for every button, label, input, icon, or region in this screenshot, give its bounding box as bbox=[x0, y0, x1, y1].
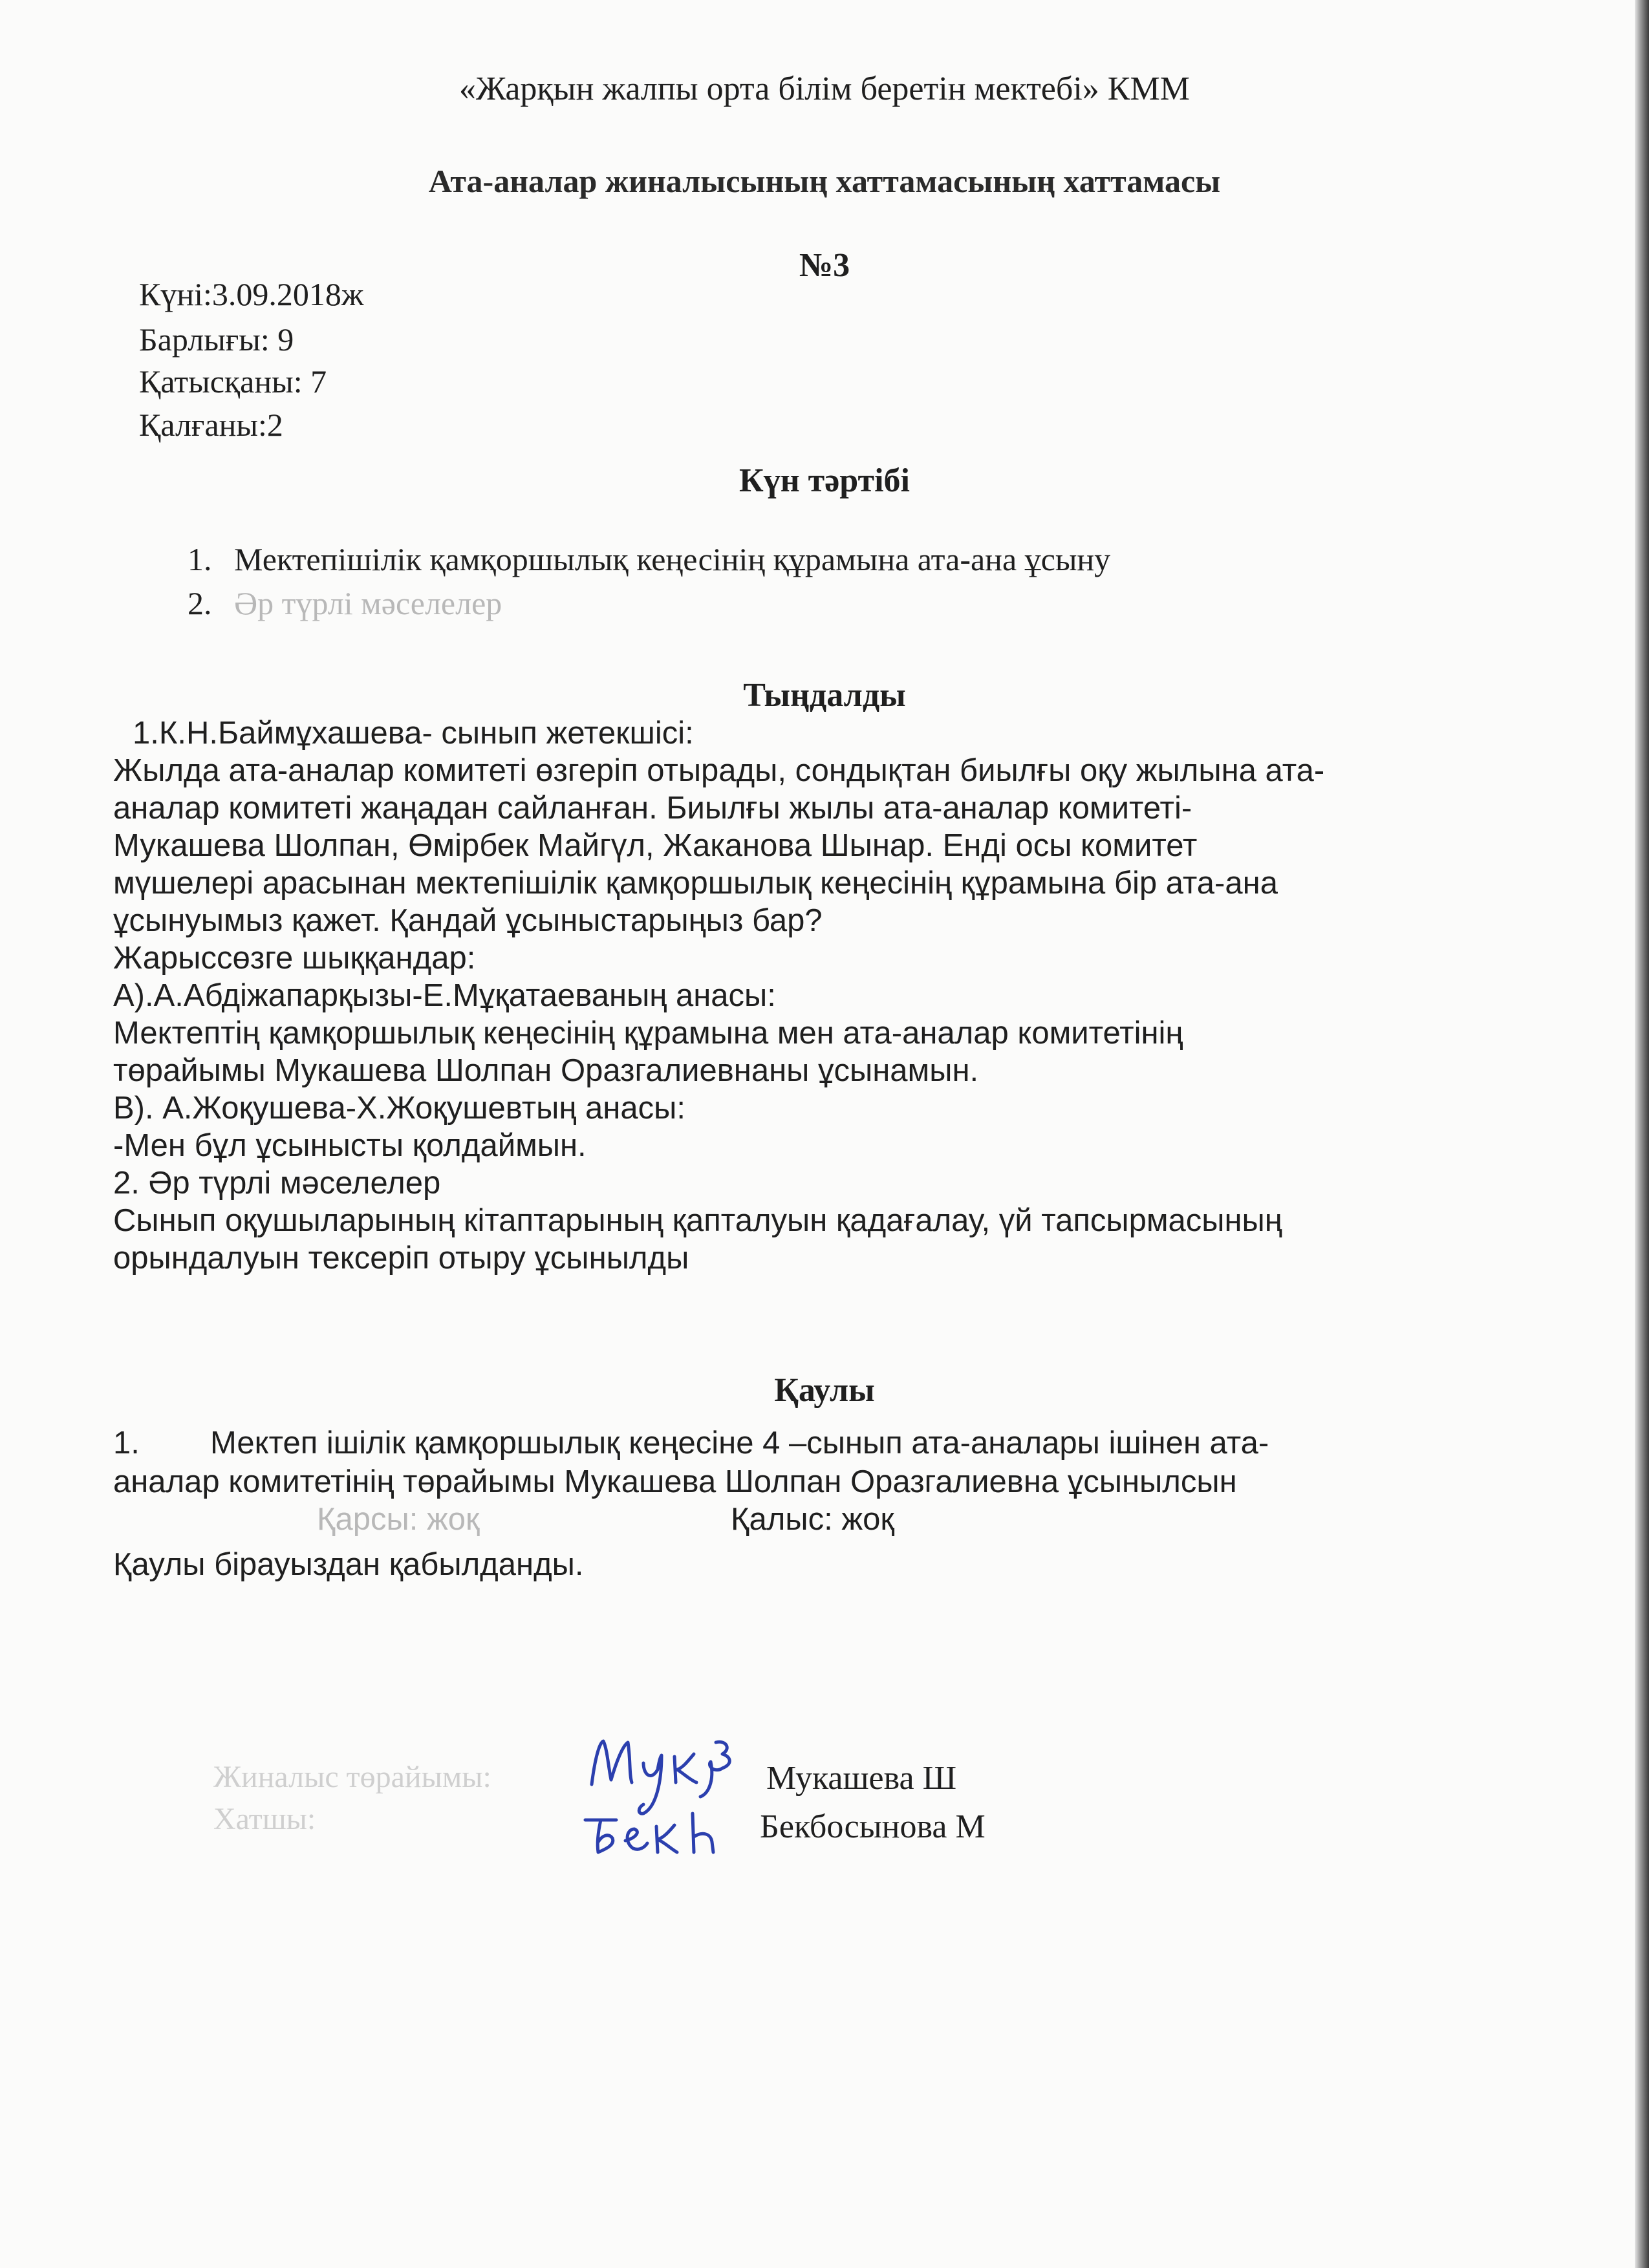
heard-line: В). А.Жоқушева-Х.Жоқушевтың анасы: bbox=[113, 1091, 685, 1126]
heard-line: 2. Әр түрлі мәселелер bbox=[113, 1166, 441, 1201]
decision-heading: Қаулы bbox=[774, 1372, 875, 1409]
handwritten-signatures bbox=[579, 1723, 747, 1862]
agenda-item: Мектепішілік қамқоршылық кеңесінің құрамына ата-ана ұсыну bbox=[234, 541, 1111, 577]
protocol-number: №3 bbox=[799, 247, 850, 284]
secretary-label: Хатшы: bbox=[213, 1802, 316, 1836]
school-name: «Жарқын жалпы орта білім беретін мектебі» КММ bbox=[459, 70, 1190, 107]
unanimous-note: Қаулы бірауыздан қабылданды. bbox=[113, 1547, 584, 1582]
vote-against: Қарсы: жоқ bbox=[317, 1502, 480, 1537]
heard-line: ұсынуымыз қажет. Қандай ұсыныстарыңыз бар? bbox=[113, 903, 823, 938]
heard-line: орындалуын тексеріп отыру ұсынылды bbox=[113, 1241, 689, 1276]
vote-abstain: Қалыс: жоқ bbox=[731, 1502, 894, 1537]
heard-heading: Тыңдалды bbox=[743, 677, 906, 714]
decision-line: аналар комитетінің төрайымы Мукашева Шолпан Оразгалиевна ұсынылсын bbox=[113, 1464, 1237, 1499]
agenda-item-number: 1. bbox=[188, 541, 212, 577]
secretary-name: Бекбосынова М bbox=[760, 1808, 986, 1845]
agenda-item: Әр түрлі мәселелер bbox=[234, 585, 502, 621]
document-title: Ата-аналар жиналысының хаттамасының хаттамасы bbox=[428, 163, 1221, 199]
absent-count: Қалғаны:2 bbox=[139, 407, 283, 443]
decision-line: Мектеп ішілік қамқоршылық кеңесіне 4 –сынып ата-аналары ішінен ата- bbox=[210, 1426, 1269, 1460]
meeting-date: Күні:3.09.2018ж bbox=[139, 276, 364, 312]
decision-number: 1. bbox=[113, 1426, 140, 1460]
heard-line: Мукашева Шолпан, Өмірбек Майгүл, Жаканова Шынар. Енді осы комитет bbox=[113, 828, 1198, 863]
chair-label: Жиналыс төрайымы: bbox=[213, 1760, 491, 1794]
heard-line: Жарыссөзге шыққандар: bbox=[113, 941, 476, 976]
heard-line: аналар комитеті жаңадан сайланған. Биылғы жылы ата-аналар комитеті- bbox=[113, 791, 1192, 826]
scan-edge bbox=[1635, 0, 1649, 2268]
heard-line: Сынып оқушыларының кітаптарының қапталуын қадағалау, үй тапсырмасының bbox=[113, 1203, 1282, 1238]
heard-line: төрайымы Мукашева Шолпан Оразгалиевнаны ұсынамын. bbox=[113, 1053, 979, 1088]
heard-line: мүшелері арасынан мектепішілік қамқоршылық кеңесінің құрамына бір ата-ана bbox=[113, 866, 1278, 901]
heard-line: 1.К.Н.Баймұхашева- сынып жетекшісі: bbox=[133, 716, 694, 751]
heard-line: -Мен бұл ұсынысты қолдаймын. bbox=[113, 1128, 587, 1163]
heard-line: Жылда ата-аналар комитеті өзгеріп отырады, сондықтан биылғы оқу жылына ата- bbox=[113, 753, 1325, 788]
attended-count: Қатысқаны: 7 bbox=[139, 363, 327, 400]
chair-name: Мукашева Ш bbox=[766, 1760, 957, 1797]
heard-line: Мектептің қамқоршылық кеңесінің құрамына мен ата-аналар комитетінің bbox=[113, 1016, 1183, 1051]
agenda-heading: Күн тәртібі bbox=[739, 462, 910, 499]
agenda-item-number: 2. bbox=[188, 585, 212, 621]
heard-line: А).А.Абдіжапарқызы-Е.Мұқатаеваның анасы: bbox=[113, 978, 776, 1013]
total-count: Барлығы: 9 bbox=[139, 321, 294, 358]
